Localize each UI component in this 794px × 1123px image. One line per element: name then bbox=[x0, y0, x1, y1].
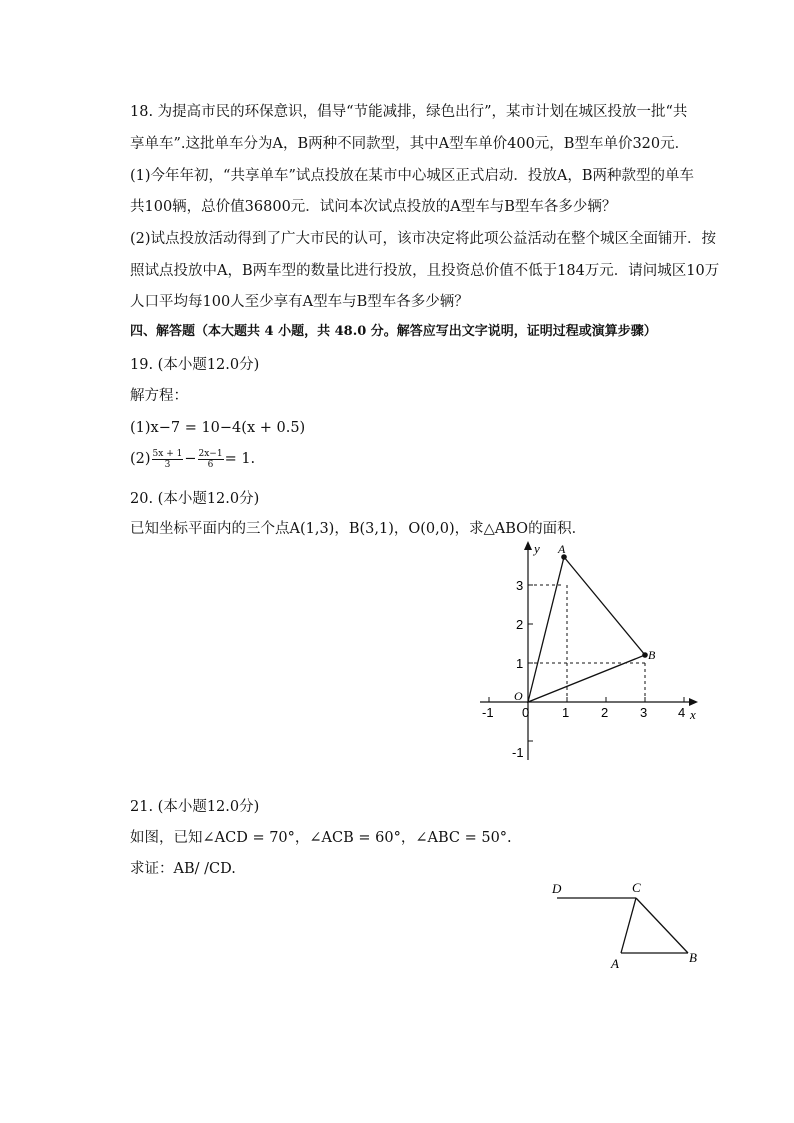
label-b: B bbox=[689, 950, 697, 965]
q18-part1-line-1: (1)今年年初，“共享单车”试点投放在某市中心城区正式启动．投放A，B两种款型的单车 bbox=[130, 168, 694, 184]
point-a-label: A bbox=[558, 542, 566, 556]
label-c: C bbox=[632, 880, 641, 895]
q18-part1-line-2: 共100辆，总价值36800元．试问本次试点投放的A型车与B型车各多少辆？ bbox=[130, 199, 617, 215]
eq2-fraction-1: $\frac{5x + 1}{3}$ bbox=[152, 448, 183, 470]
point-b-label: B bbox=[648, 648, 656, 662]
q19-prompt: 解方程： bbox=[130, 388, 188, 404]
point-b-dot bbox=[642, 652, 648, 658]
eq2-label: (2) bbox=[130, 451, 151, 467]
q19-header: 19. (本小题12.0分) bbox=[130, 357, 260, 373]
q19-equation-2 bbox=[130, 445, 255, 473]
y-tick-1: 1 bbox=[516, 656, 524, 671]
y-tick-neg1: -1 bbox=[512, 745, 524, 760]
x-axis-label: x bbox=[690, 707, 696, 722]
x-tick-4: 4 bbox=[678, 705, 686, 720]
label-a: A bbox=[611, 956, 619, 971]
q21-given: 如图，已知∠ACD = 70°，∠ACB = 60°，∠ABC = 50°. bbox=[130, 830, 512, 846]
y-axis-arrow bbox=[524, 541, 532, 550]
q18-line-2: 享单车”.这批单车分为A，B两种不同款型，其中A型车单价400元，B型车单价320元． bbox=[130, 136, 690, 152]
q18-part2-line-1: (2)试点投放活动得到了广大市民的认可，该市决定将此项公益活动在整个城区全面铺开．按 bbox=[130, 231, 717, 247]
segment-cb bbox=[636, 898, 688, 953]
label-d: D bbox=[552, 881, 562, 896]
y-axis-label: y bbox=[534, 541, 540, 556]
section-4-header: 四、解答题（本大题共 4 小题，共 48.0 分。解答应写出文字说明，证明过程或演算步骤） bbox=[130, 324, 657, 339]
eq2-minus: − bbox=[184, 451, 197, 467]
x-tick-neg1: -1 bbox=[482, 705, 494, 720]
x-tick-1: 1 bbox=[562, 705, 570, 720]
q18-line-1: 18. 为提高市民的环保意识，倡导“节能减排，绿色出行”，某市计划在城区投放一批“共 bbox=[130, 104, 688, 120]
y-tick-2: 2 bbox=[516, 617, 524, 632]
q18-part2-line-3: 人口平均每100人至少享有A型车与B型车各多少辆？ bbox=[130, 294, 469, 310]
point-o-label: O bbox=[514, 689, 523, 703]
q19-equation-1: (1)x−7 = 10−4(x + 0.5) bbox=[130, 420, 306, 436]
q21-header: 21. (本小题12.0分) bbox=[130, 799, 260, 815]
x-tick-0: 0 bbox=[522, 705, 530, 720]
q20-text: 已知坐标平面内的三个点A(1,3)，B(3,1)，O(0,0)，求△ABO的面积． bbox=[130, 521, 587, 537]
segment-ca bbox=[621, 898, 636, 953]
q20-header: 20. (本小题12.0分) bbox=[130, 491, 260, 507]
eq2-rhs: = 1. bbox=[224, 451, 256, 467]
x-tick-2: 2 bbox=[601, 705, 609, 720]
triangle-abo bbox=[528, 557, 645, 702]
x-tick-3: 3 bbox=[640, 705, 648, 720]
q18-part2-line-2: 照试点投放中A，B两车型的数量比进行投放，且投资总价值不低于184万元．请问城区10万 bbox=[130, 263, 720, 279]
x-axis-arrow bbox=[689, 698, 698, 706]
coordinate-graph bbox=[470, 538, 710, 768]
y-tick-3: 3 bbox=[516, 578, 524, 593]
angle-figure bbox=[545, 878, 710, 973]
q21-prove: 求证：AB/ /CD. bbox=[130, 861, 236, 877]
eq2-fraction-2: $\frac{2x-1}{6}$ bbox=[198, 448, 223, 470]
